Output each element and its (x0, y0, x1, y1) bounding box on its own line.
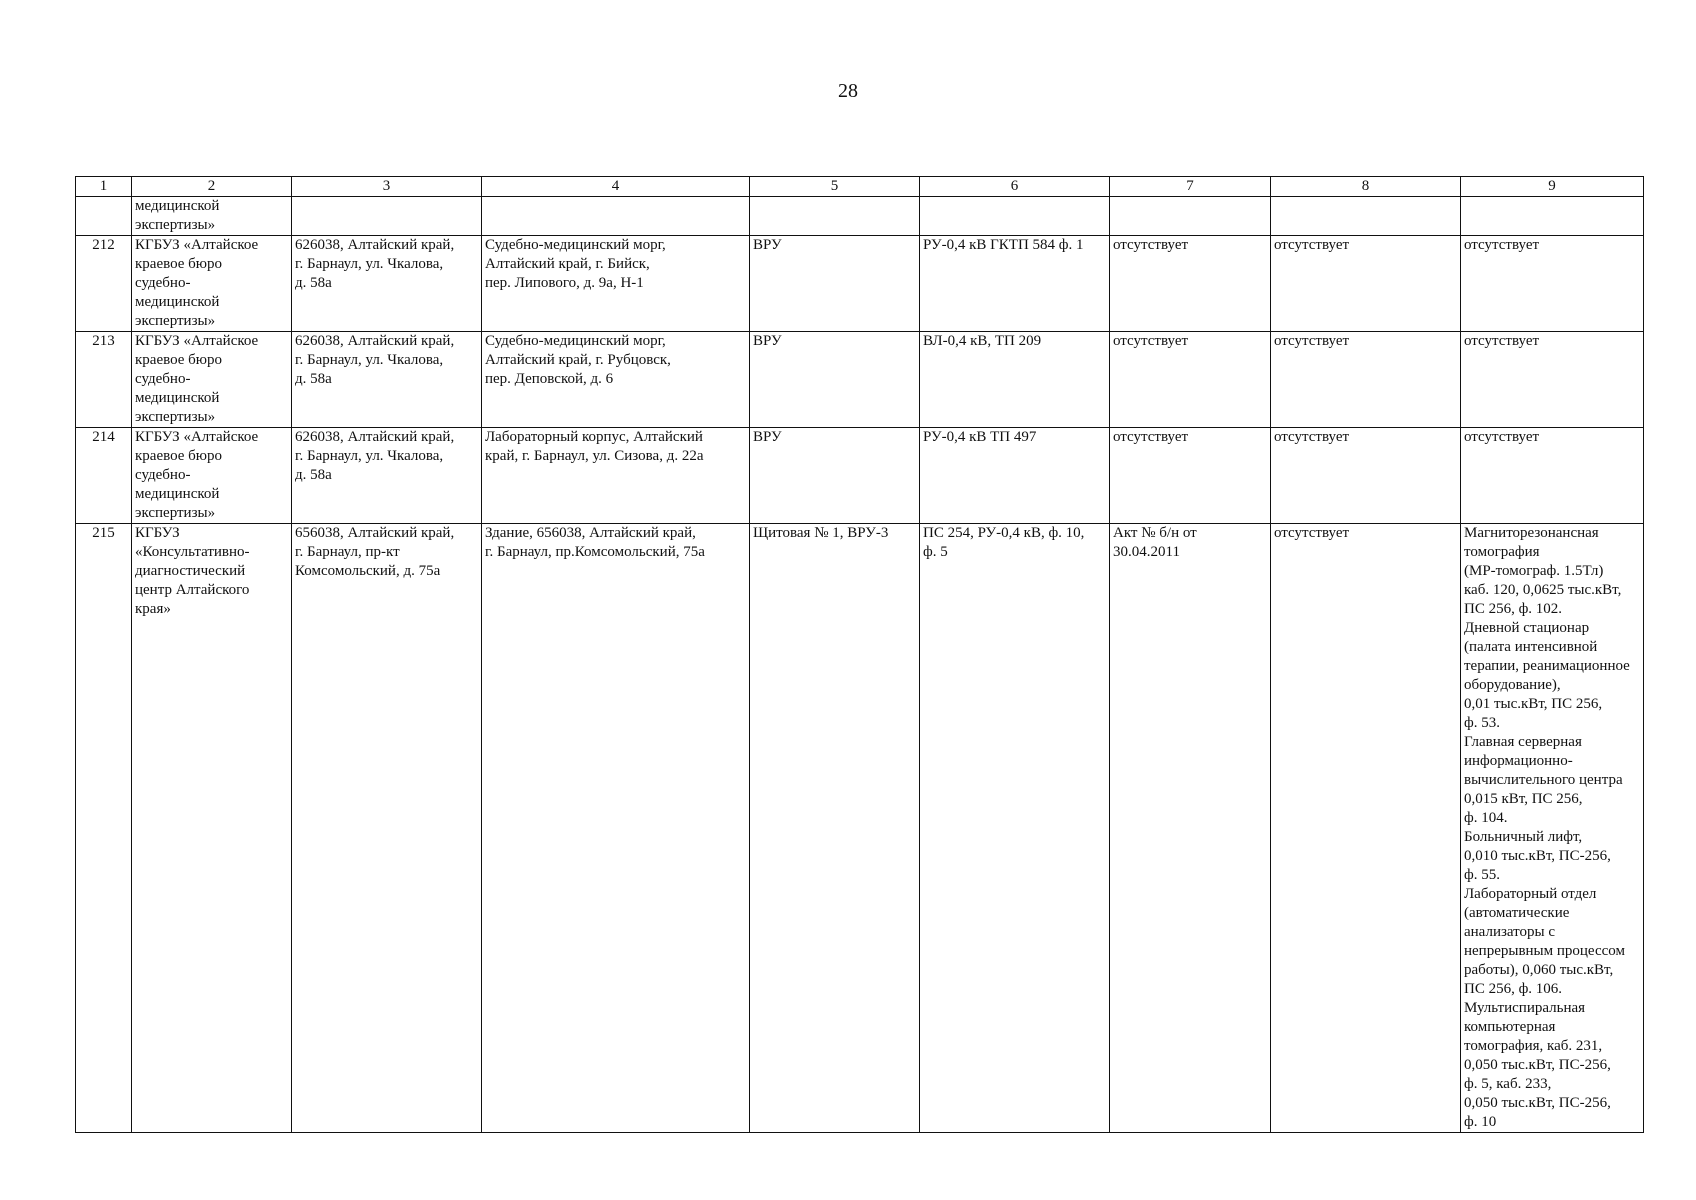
col9-cell (1461, 428, 1644, 524)
cell-text: г. Барнаул, пр.Комсомольский, 75а (485, 544, 705, 560)
cell-text: судебно- (135, 467, 191, 483)
cell-text: судебно- (135, 275, 191, 291)
table-cell (292, 197, 482, 236)
cell-text: 626038, Алтайский край, (295, 237, 455, 253)
row-number: 213 (92, 333, 115, 349)
cell-text: отсутствует (1113, 429, 1189, 445)
address-cell (292, 524, 482, 1133)
cell-text: ВРУ (753, 237, 782, 253)
cell-text: д. 58а (295, 467, 332, 483)
cell-text: экспертизы» (135, 313, 216, 329)
col8-cell (1271, 428, 1461, 524)
cell-text: Главная серверная (1464, 734, 1582, 750)
cell-text: Комсомольский, д. 75а (295, 563, 441, 579)
cell-text: (автоматические (1464, 905, 1570, 921)
table-cell (1461, 197, 1644, 236)
cell-text: медицинской (135, 198, 220, 214)
switchboard-cell (750, 428, 920, 524)
act-cell (1110, 332, 1271, 428)
cell-text: медицинской (135, 294, 220, 310)
cell-text: г. Барнаул, ул. Чкалова, (295, 448, 444, 464)
row-number-cell (76, 332, 132, 428)
cell-text: анализаторы с (1464, 924, 1556, 940)
cell-text: информационно- (1464, 753, 1573, 769)
cell-text: г. Барнаул, ул. Чкалова, (295, 256, 444, 272)
cell-text: отсутствует (1464, 429, 1540, 445)
column-header: 4 (482, 177, 750, 197)
cell-text: 656038, Алтайский край, (295, 525, 455, 541)
feeder-cell (920, 332, 1110, 428)
cell-text: ВРУ (753, 429, 782, 445)
object-cell (482, 332, 750, 428)
cell-text: «Консультативно- (135, 544, 250, 560)
col9-cell (1461, 236, 1644, 332)
cell-text: отсутствует (1113, 333, 1189, 349)
row-number-cell (76, 236, 132, 332)
cell-text: РУ-0,4 кВ ГКТП 584 ф. 1 (923, 237, 1084, 253)
table-cell (1271, 197, 1461, 236)
cell-text: Лабораторный отдел (1464, 886, 1597, 902)
table-row (76, 524, 1644, 1133)
table-row (76, 332, 1644, 428)
page-number: 28 (838, 80, 858, 102)
cell-text: краевое бюро (135, 352, 223, 368)
cell-text: г. Барнаул, пр-кт (295, 544, 400, 560)
column-header: 5 (750, 177, 920, 197)
cell-text: 30.04.2011 (1113, 544, 1180, 560)
cell-text: ф. 53. (1464, 715, 1500, 731)
table-cell (920, 197, 1110, 236)
row-number: 212 (92, 237, 115, 253)
cell-text: оборудование), (1464, 677, 1561, 693)
cell-text: д. 58а (295, 371, 332, 387)
cell-text: ВРУ (753, 333, 782, 349)
cell-text: (палата интенсивной (1464, 639, 1598, 655)
col8-cell (1271, 236, 1461, 332)
cell-text: 626038, Алтайский край, (295, 429, 455, 445)
cell-text: ф. 104. (1464, 810, 1508, 826)
row-number-cell (76, 428, 132, 524)
object-cell (482, 428, 750, 524)
act-cell (1110, 236, 1271, 332)
cell-text: краевое бюро (135, 256, 223, 272)
column-header: 1 (76, 177, 132, 197)
cell-text: КГБУЗ «Алтайское (135, 333, 259, 349)
table-cell (482, 197, 750, 236)
address-cell (292, 236, 482, 332)
table-cell (76, 197, 132, 236)
switchboard-cell (750, 332, 920, 428)
col9-cell (1461, 332, 1644, 428)
cell-text: Мультиспиральная (1464, 1000, 1586, 1016)
cell-text: отсутствует (1274, 525, 1350, 541)
cell-text: 0,050 тыс.кВт, ПС-256, (1464, 1057, 1611, 1073)
cell-text: пер. Липового, д. 9а, Н-1 (485, 275, 644, 291)
cell-text: отсутствует (1464, 237, 1540, 253)
column-header: 2 (132, 177, 292, 197)
cell-text: Судебно-медицинский морг, (485, 237, 666, 253)
data-table (75, 176, 1644, 1133)
continuation-row (76, 197, 1644, 236)
cell-text: работы), 0,060 тыс.кВт, (1464, 962, 1614, 978)
cell-text: Больничный лифт, (1464, 829, 1583, 845)
object-cell (482, 236, 750, 332)
cell-text: 0,050 тыс.кВт, ПС-256, (1464, 1095, 1611, 1111)
column-header: 3 (292, 177, 482, 197)
cell-text: экспертизы» (135, 505, 216, 521)
cell-text: краевое бюро (135, 448, 223, 464)
row-number-cell (76, 524, 132, 1133)
cell-text: 0,015 кВт, ПС 256, (1464, 791, 1583, 807)
cell-text: отсутствует (1274, 429, 1350, 445)
cell-text: КГБУЗ «Алтайское (135, 237, 259, 253)
feeder-cell (920, 428, 1110, 524)
organization-cell (132, 428, 292, 524)
cell-text: диагностический (135, 563, 246, 579)
cell-text: д. 58а (295, 275, 332, 291)
switchboard-cell (750, 524, 920, 1133)
switchboard-cell (750, 236, 920, 332)
cell-text: ф. 55. (1464, 867, 1500, 883)
col8-cell (1271, 524, 1461, 1133)
column-header: 9 (1461, 177, 1644, 197)
column-header: 6 (920, 177, 1110, 197)
cell-text: отсутствует (1274, 333, 1350, 349)
cell-text: Дневной стационар (1464, 620, 1590, 636)
cell-text: края» (135, 601, 171, 617)
table-cell (1110, 197, 1271, 236)
cell-text: г. Барнаул, ул. Чкалова, (295, 352, 444, 368)
act-cell (1110, 428, 1271, 524)
address-cell (292, 332, 482, 428)
cell-text: (МР-томограф. 1.5Тл) (1464, 563, 1604, 579)
cell-text: Здание, 656038, Алтайский край, (485, 525, 696, 541)
cell-text: ПС 256, ф. 102. (1464, 601, 1563, 617)
cell-text: КГБУЗ «Алтайское (135, 429, 259, 445)
cell-text: медицинской (135, 486, 220, 502)
row-number: 214 (92, 429, 115, 445)
cell-text: ВЛ-0,4 кВ, ТП 209 (923, 333, 1042, 349)
cell-text: вычислительного центра (1464, 772, 1623, 788)
cell-text: ПС 254, РУ-0,4 кВ, ф. 10, (923, 525, 1085, 541)
cell-text: Щитовая № 1, ВРУ-3 (753, 525, 889, 541)
column-header: 8 (1271, 177, 1461, 197)
cell-text: Акт № б/н от (1113, 525, 1197, 541)
table-cell (750, 197, 920, 236)
feeder-cell (920, 524, 1110, 1133)
organization-cell (132, 524, 292, 1133)
cell-text: край, г. Барнаул, ул. Сизова, д. 22а (485, 448, 704, 464)
cell-text: непрерывным процессом (1464, 943, 1625, 959)
cell-text: центр Алтайского (135, 582, 250, 598)
cell-text: Алтайский край, г. Рубцовск, (485, 352, 671, 368)
cell-text: 626038, Алтайский край, (295, 333, 455, 349)
cell-text: судебно- (135, 371, 191, 387)
cell-text: ф. 5 (923, 544, 948, 560)
cell-text: экспертизы» (135, 217, 216, 233)
cell-text: Судебно-медицинский морг, (485, 333, 666, 349)
cell-text: терапии, реанимационное (1464, 658, 1630, 674)
table-row (76, 236, 1644, 332)
table-cell (132, 197, 292, 236)
feeder-cell (920, 236, 1110, 332)
act-cell (1110, 524, 1271, 1133)
organization-cell (132, 236, 292, 332)
cell-text: Магниторезонансная (1464, 525, 1599, 541)
organization-cell (132, 332, 292, 428)
cell-text: Лабораторный корпус, Алтайский (485, 429, 703, 445)
cell-text: отсутствует (1274, 237, 1350, 253)
cell-text: ф. 10 (1464, 1114, 1497, 1130)
cell-text: отсутствует (1113, 237, 1189, 253)
header-row (76, 177, 1644, 197)
cell-text: ПС 256, ф. 106. (1464, 981, 1563, 997)
address-cell (292, 428, 482, 524)
cell-text: отсутствует (1464, 333, 1540, 349)
cell-text: пер. Деповской, д. 6 (485, 371, 614, 387)
cell-text: томография (1464, 544, 1540, 560)
cell-text: компьютерная (1464, 1019, 1556, 1035)
cell-text: 0,010 тыс.кВт, ПС-256, (1464, 848, 1611, 864)
cell-text: ф. 5, каб. 233, (1464, 1076, 1552, 1092)
row-number: 215 (92, 525, 115, 541)
column-header: 7 (1110, 177, 1271, 197)
cell-text: РУ-0,4 кВ ТП 497 (923, 429, 1037, 445)
cell-text: Алтайский край, г. Бийск, (485, 256, 650, 272)
cell-text: медицинской (135, 390, 220, 406)
cell-text: экспертизы» (135, 409, 216, 425)
object-cell (482, 524, 750, 1133)
col9-cell (1461, 524, 1644, 1133)
cell-text: 0,01 тыс.кВт, ПС 256, (1464, 696, 1603, 712)
table-row (76, 428, 1644, 524)
col8-cell (1271, 332, 1461, 428)
cell-text: томография, каб. 231, (1464, 1038, 1603, 1054)
cell-text: каб. 120, 0,0625 тыс.кВт, (1464, 582, 1622, 598)
cell-text: КГБУЗ (135, 525, 180, 541)
